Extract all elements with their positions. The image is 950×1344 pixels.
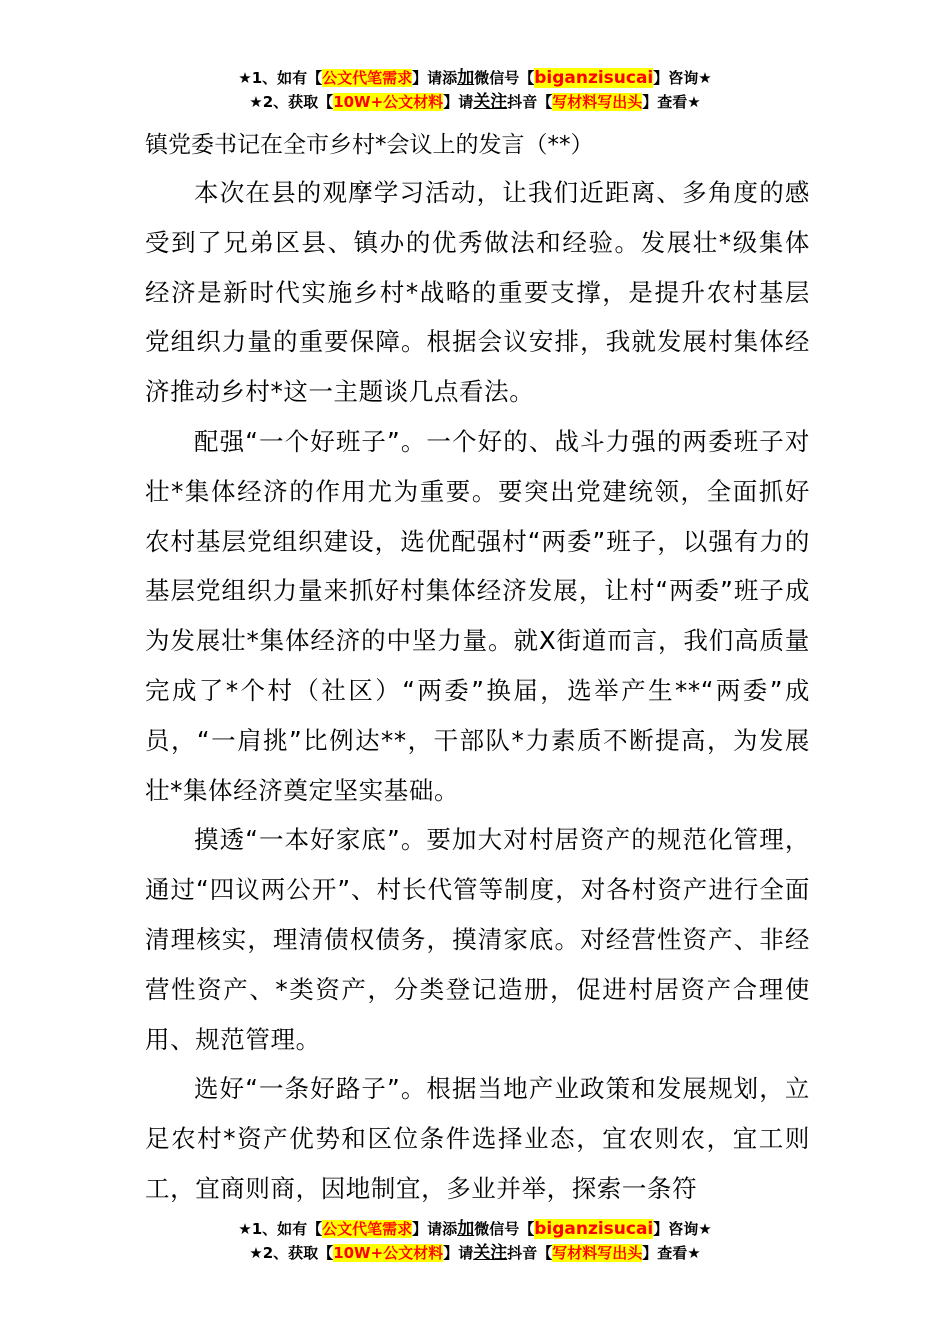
- promo-text: 】请: [443, 1244, 474, 1262]
- promo-underlined-text: 关注: [473, 1243, 508, 1263]
- promo-text: 】咨询★: [653, 69, 712, 87]
- promo-text: 】咨询★: [653, 1220, 712, 1238]
- promo-text: 】请添: [412, 69, 458, 87]
- promo-underlined-text: 加: [457, 1219, 475, 1239]
- document-body: [145, 122, 810, 1214]
- promo-text: 微信号【: [474, 69, 535, 87]
- promo-line-2: [0, 90, 950, 114]
- promo-text: 】请: [443, 93, 474, 111]
- promo-douyin-account: 写材料写出头: [552, 1244, 643, 1262]
- promo-douyin-account: 写材料写出头: [552, 93, 643, 111]
- document-title: 镇党委书记在全市乡村*会议上的发言（**）: [145, 132, 594, 158]
- promo-highlight: 公文代笔需求: [322, 1220, 413, 1238]
- promo-text: 】查看★: [642, 1244, 701, 1262]
- paragraph-intro: 本次在县的观摩学习活动，让我们近距离、多角度的感受到了兄弟区县、镇办的优秀做法和经验。发展壮*级集体经济是新时代实施乡村*战略的重要支撑，是提升农村基层党组织力量的重要保障。根据会议安排，我就发展村集体经济推动乡村*这一主题谈几点看法。: [145, 178, 810, 407]
- promo-highlight: 10W+公文材料: [333, 1244, 444, 1262]
- promo-line-1: [0, 66, 950, 90]
- paragraph-team: 配强“一个好班子”。一个好的、战斗力强的两委班子对壮*集体经济的作用尤为重要。要突出党建统领，全面抓好农村基层党组织建设，选优配强村“两委”班子，以强有力的基层党组织力量来抓好村集体经济发展，让村“两委”班子成为发展壮*集体经济的中坚力量。就X街道而言，我们高质量完成了*个村（社区）“两委”换届，选举产生**“两委”成员，“一肩挑”比例达**，干部队*力素质不断提高，为发展壮*集体经济奠定坚实基础。: [145, 426, 810, 805]
- promo-underlined-text: 关注: [473, 92, 508, 112]
- promo-highlight: 公文代笔需求: [322, 69, 413, 87]
- header-promo-banner: [0, 66, 950, 114]
- promo-text: 微信号【: [474, 1220, 535, 1238]
- promo-wechat-id: biganzisucai: [534, 1219, 654, 1239]
- promo-text: ★1、如有【: [238, 69, 323, 87]
- promo-text: ★2、获取【: [249, 93, 334, 111]
- promo-text: 】请添: [412, 1220, 458, 1238]
- promo-line-2: [0, 1241, 950, 1265]
- promo-line-1: [0, 1217, 950, 1241]
- footer-promo-banner: [0, 1217, 950, 1265]
- promo-text: 抖音【: [507, 93, 553, 111]
- promo-text: ★1、如有【: [238, 1220, 323, 1238]
- promo-highlight: 10W+公文材料: [333, 93, 444, 111]
- promo-text: 抖音【: [507, 1244, 553, 1262]
- promo-wechat-id: biganzisucai: [534, 68, 654, 88]
- paragraph-assets: 摸透“一本好家底”。要加大对村居资产的规范化管理，通过“四议两公开”、村长代管等制度，对各村资产进行全面清理核实，理清债权债务，摸清家底。对经营性资产、非经营性资产、*类资产，分类登记造册，促进村居资产合理使用、规范管理。: [145, 825, 810, 1054]
- promo-text: 】查看★: [642, 93, 701, 111]
- promo-underlined-text: 加: [457, 68, 475, 88]
- promo-text: ★2、获取【: [249, 1244, 334, 1262]
- paragraph-path: 选好“一条好路子”。根据当地产业政策和发展规划，立足农村*资产优势和区位条件选择业态，宜农则农，宜工则工，宜商则商，因地制宜，多业并举，探索一条符: [145, 1074, 810, 1203]
